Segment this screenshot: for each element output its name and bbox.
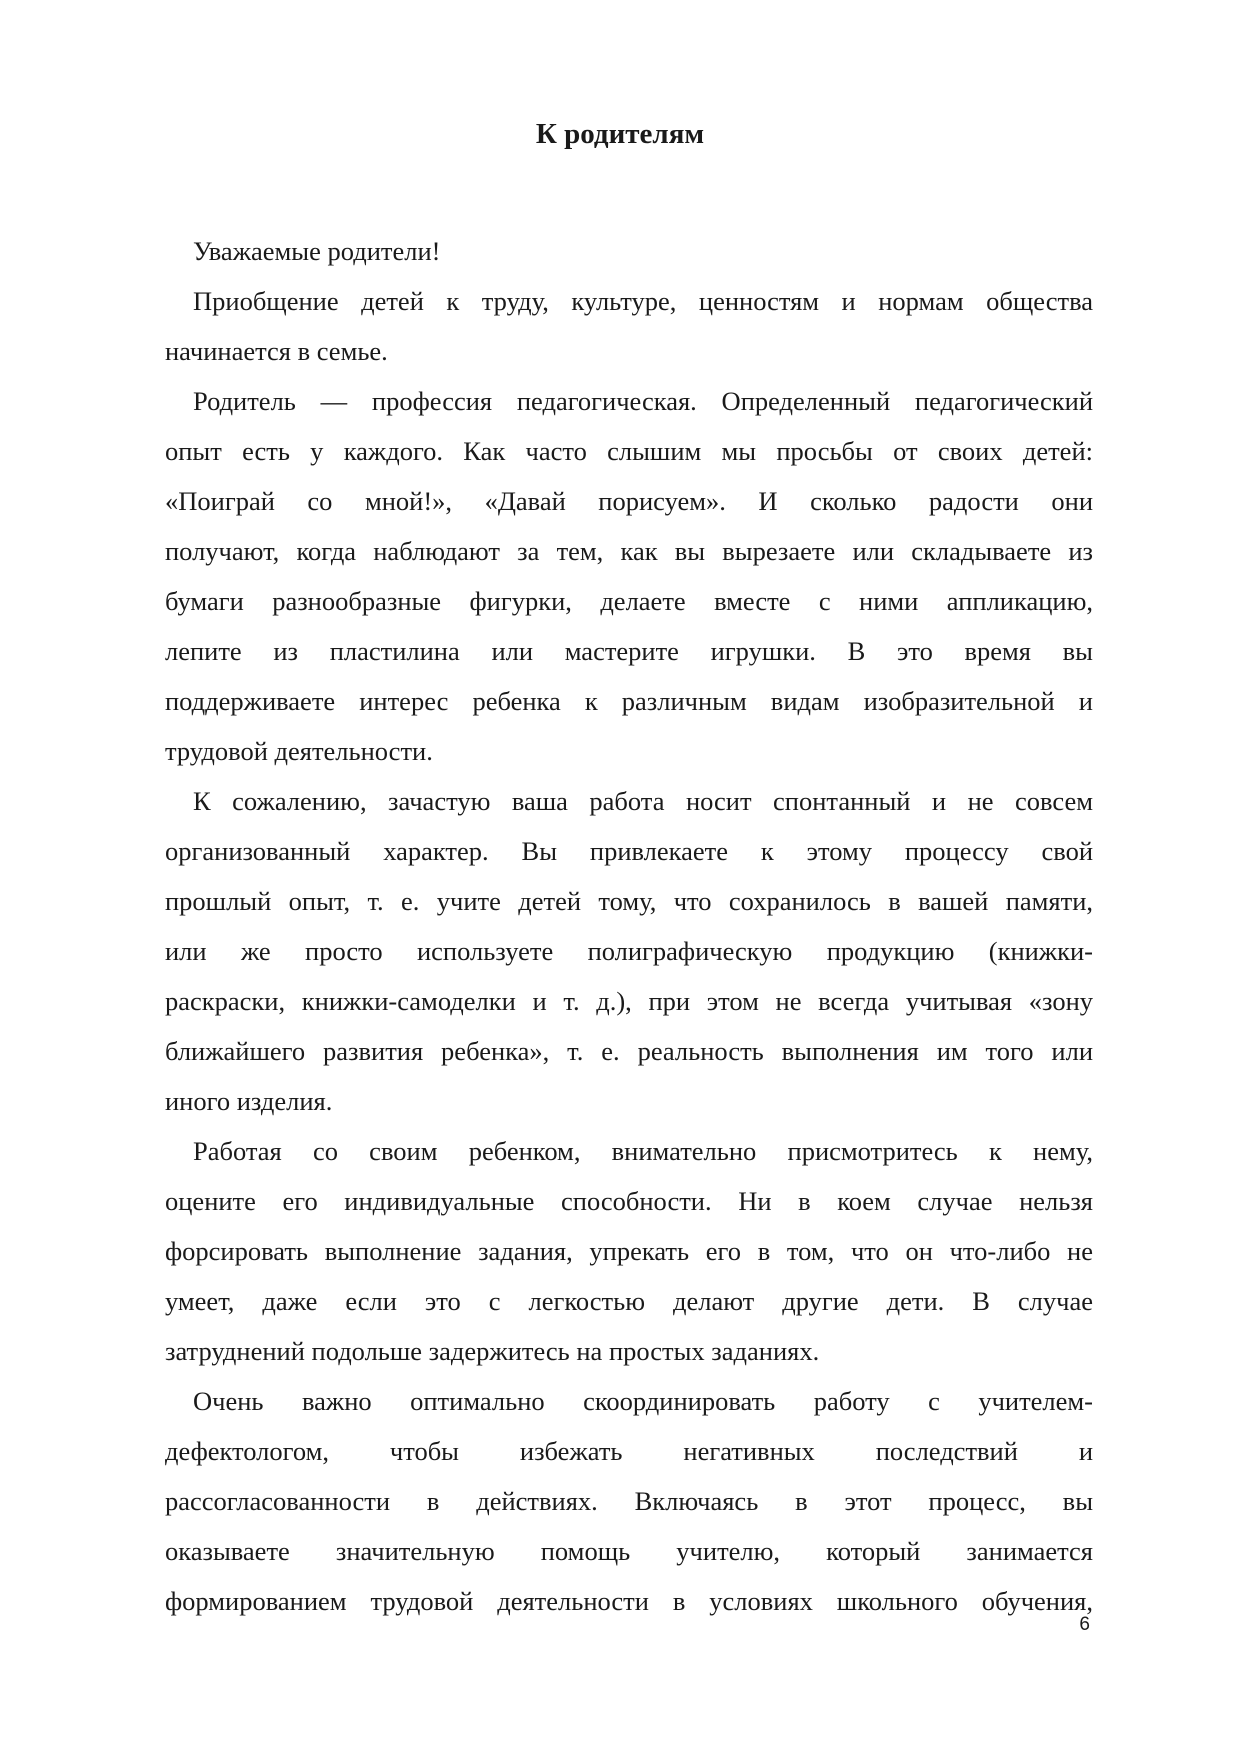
text-line: затруднений подольше задержитесь на простых заданиях. xyxy=(165,1336,820,1366)
page-number: 6 xyxy=(1079,1614,1090,1635)
text-line: рассогласованности в действиях. Включаясь в этот процесс, вы xyxy=(165,1486,1093,1516)
text-line: формированием трудовой деятельности в условиях школьного обучения, xyxy=(165,1586,1093,1616)
text-line: иного изделия. xyxy=(165,1086,333,1116)
text-line: Уважаемые родители! xyxy=(193,236,441,266)
text-line: ближайшего развития ребенка», т. е. реальность выполнения им того или xyxy=(165,1036,1093,1066)
text-line: поддерживаете интерес ребенка к различным видам изобразительной и xyxy=(165,686,1093,716)
text-line: получают, когда наблюдают за тем, как вы вырезаете или складываете из xyxy=(165,536,1093,566)
paragraph xyxy=(165,1126,1093,1376)
text-line: Приобщение детей к труду, культуре, ценностям и нормам общества xyxy=(193,286,1093,316)
text-line: умеет, даже если это с легкостью делают другие дети. В случае xyxy=(165,1286,1093,1316)
text-line: дефектологом, чтобы избежать негативных последствий и xyxy=(165,1436,1093,1466)
text-line: Работая со своим ребенком, внимательно присмотритесь к нему, xyxy=(193,1136,1093,1166)
text-line: бумаги разнообразные фигурки, делаете вместе с ними аппликацию, xyxy=(165,586,1093,616)
text-line: начинается в семье. xyxy=(165,336,388,366)
text-line: трудовой деятельности. xyxy=(165,736,433,766)
text-line: Родитель — профессия педагогическая. Определенный педагогический xyxy=(193,386,1093,416)
text-line: К сожалению, зачастую ваша работа носит спонтанный и не совсем xyxy=(193,786,1093,816)
page-title: К родителям xyxy=(535,118,705,150)
text-line: прошлый опыт, т. е. учите детей тому, что сохранилось в вашей памяти, xyxy=(165,886,1093,916)
text-line: Очень важно оптимально скоординировать работу с учителем- xyxy=(193,1386,1093,1416)
text-line: раскраски, книжки-самоделки и т. д.), при этом не всегда учитывая «зону xyxy=(165,986,1093,1016)
text-line: форсировать выполнение задания, упрекать его в том, что он что-либо не xyxy=(165,1236,1093,1266)
document-body xyxy=(165,226,1093,1626)
text-line: организованный характер. Вы привлекаете к этому процессу свой xyxy=(165,836,1093,866)
paragraph xyxy=(165,376,1093,776)
paragraph xyxy=(165,226,1093,276)
text-line: лепите из пластилина или мастерите игрушки. В это время вы xyxy=(165,636,1093,666)
text-line: «Поиграй со мной!», «Давай порисуем». И сколько радости они xyxy=(165,486,1093,516)
text-line: или же просто используете полиграфическую продукцию (книжки- xyxy=(165,936,1093,966)
text-line: оцените его индивидуальные способности. Ни в коем случае нельзя xyxy=(165,1186,1093,1216)
text-line: оказываете значительную помощь учителю, который занимается xyxy=(165,1536,1093,1566)
paragraph xyxy=(165,276,1093,376)
text-line: опыт есть у каждого. Как часто слышим мы просьбы от своих детей: xyxy=(165,436,1093,466)
paragraph xyxy=(165,776,1093,1126)
paragraph xyxy=(165,1376,1093,1626)
